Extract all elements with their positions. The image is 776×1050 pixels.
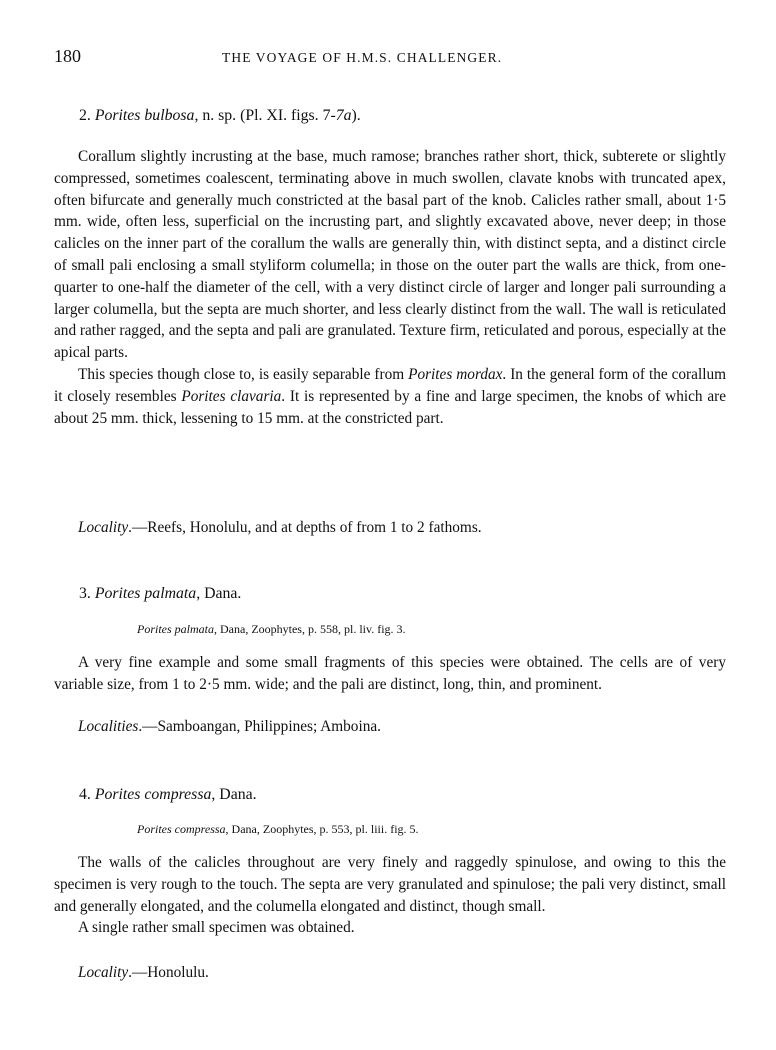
locality-label: Locality	[78, 519, 129, 536]
heading-number: 2.	[79, 107, 91, 124]
heading-species: Porites palmata	[94, 585, 197, 602]
locality-text: .—Honolulu.	[128, 964, 209, 981]
heading-rest: , Dana.	[211, 786, 257, 803]
heading-rest: , Dana.	[196, 585, 242, 602]
heading-species: Porites bulbosa	[94, 107, 195, 124]
description-paragraph	[54, 652, 726, 696]
synonym-rest: , Dana, Zoophytes, p. 553, pl. liii. fig. 5.	[225, 822, 419, 836]
paragraph-text: Corallum slightly incrusting at the base, much ramose; branches rather short, thick, subterete or slightly compressed, sometimes coalescent, terminating above in much swollen, clavate knobs with truncated apex, often bifurcate and generally much constricted at the basal part of the knob. Calicles rather small, about 1·5 mm. wide, often less, superficial on the incrusting part, and slightly excavated above, never deep; in those calicles on the inner part of the corallum the walls are generally thin, with distinct septa, and a distinct circle of small pali enclosing a small styliform columella; in those on the outer part the walls are thick, from one-quarter to one-half the diameter of the cell, with a very distinct circle of larger and longer pali surrounding a larger columella, but the septa are much shorter, and less clearly distinct from the wall. The wall is reticulated and rather ragged, and the septa and pali are granulated. Texture firm, reticulated and porous, especially at the apical parts.	[54, 148, 726, 362]
synonym-rest: , Dana, Zoophytes, p. 558, pl. liv. fig. 3.	[214, 622, 406, 636]
species-heading	[79, 786, 257, 804]
locality-line	[78, 964, 209, 982]
comparison-paragraph	[54, 364, 726, 429]
locality-text: .—Reefs, Honolulu, and at depths of from 1 to 2 fathoms.	[128, 519, 482, 536]
description-paragraph	[54, 146, 726, 429]
heading-rest: , n. sp. (Pl. XI. figs. 7-	[194, 107, 336, 124]
species-heading	[79, 107, 361, 125]
paragraph-text: The walls of the calicles throughout are very finely and raggedly spinulose, and owing to this the specimen is very rough to the touch. The septa are very granulated and spinulose; the pali very distinct, small and generally elongated, and the columella elongated and distinct, though small.	[54, 854, 726, 915]
page-number: 180	[54, 46, 81, 66]
locality-line	[78, 718, 381, 736]
heading-number: 3.	[79, 585, 91, 602]
heading-italic-tail: 7a	[335, 107, 352, 124]
locality-label: Locality	[78, 964, 129, 981]
comparison-species-1: Porites mordax	[408, 365, 503, 383]
species-heading	[79, 585, 241, 603]
locality-text: .—Samboangan, Philippines; Amboina.	[138, 718, 381, 735]
description-paragraph	[54, 852, 726, 939]
comparison-text-a: This species though close to, is easily separable from	[78, 365, 409, 383]
synonym-species: Porites compressa	[137, 822, 226, 836]
comparison-text-b: . In the general form of the corallum it closely resembles	[54, 365, 726, 405]
synonym-reference	[137, 822, 419, 837]
synonym-reference	[137, 622, 406, 637]
heading-number: 4.	[79, 786, 91, 803]
locality-line	[78, 519, 482, 537]
heading-end: ).	[351, 107, 361, 124]
synonym-species: Porites palmata	[137, 622, 214, 636]
comparison-text-c: . It is represented by a fine and large specimen, the knobs of which are about 25 mm. thick, lessening to 15 mm. at the constricted part.	[54, 387, 726, 427]
paragraph-text: A single rather small specimen was obtained.	[78, 919, 355, 937]
comparison-species-2: Porites clavaria	[181, 387, 282, 405]
heading-species: Porites compressa	[94, 786, 212, 803]
running-title: THE VOYAGE OF H.M.S. CHALLENGER.	[222, 50, 503, 65]
locality-label: Localities	[78, 718, 139, 735]
paragraph-text: A very fine example and some small fragments of this species were obtained. The cells are of very variable size, from 1 to 2·5 mm. wide; and the pali are distinct, long, thin, and prominent.	[54, 654, 726, 693]
